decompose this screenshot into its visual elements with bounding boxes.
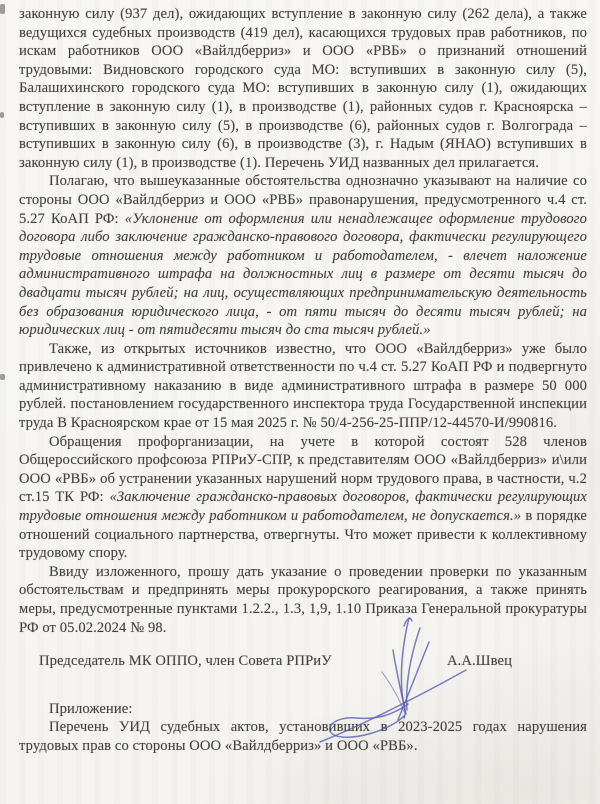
paragraph-text: в порядке отношений социального партнерства, отвергнуты. Что может привести к коллективному трудовому спору. bbox=[19, 508, 587, 562]
attachment-text: Перечень УИД судебных актов, установивших в 2023-2025 годах нарушения трудовых прав со стороны ООО «Вайлдберриз» и ООО «РВБ». bbox=[19, 719, 587, 754]
paragraph bbox=[19, 563, 587, 637]
signatory-position-label: Председатель МК ОППО, член Совета РПРиУ bbox=[39, 653, 332, 670]
paragraph-text: Ввиду изложенного, прошу дать указание о проведении проверки по указанным обстоятельствам и предпринять меры прокурорского реагирования, а также принять меры, предусмотренные пунктами 1.2.2., 1.3, 1,9, 1.10 Приказа Генеральной прокуратуры РФ от 05.02.2024 № 98. bbox=[19, 563, 587, 636]
paragraph bbox=[19, 433, 587, 563]
scan-artifact-speck bbox=[0, 112, 4, 118]
signature-row bbox=[19, 652, 587, 671]
paragraph bbox=[19, 172, 587, 339]
document-paragraphs bbox=[19, 5, 587, 637]
paragraph-text: Также, из открытых источников известно, что ООО «Вайлдберриз» уже было привлечено к административной ответственности по ч.4 ст. 5.27 КоАП РФ и подвергнуто административному наказанию в виде административного штрафа в размере 50 000 рублей. постановлением государственного инспектора труда Государственной инспекции труда В Красноярском крае от 15 мая 2025 г. № 50/4-256-25-ППР/12-44570-И/990816. bbox=[19, 340, 587, 432]
signatory-name: А.А.Швец bbox=[447, 653, 512, 670]
paragraph-text: законную силу (937 дел), ожидающих вступление в законную силу (262 дела), а также ведущихся судебных производств (419 дел), касающихся трудовых прав работников, по искам работников ООО «Вайлдберриз» и ООО «РВБ» о признаний отношений трудовыми: Видновского городского суда МО: вступивших в законную силу (5), Балашихинского городского суда МО: вступивших в законную силу (1), ожидающих вступление в законную силу (1), в производстве (1), районных судов г. Красноярска – вступивших в законную силу (5), в производстве (6), районных судов г. Волгограда – вступивших в законную силу (6), в производстве (3), г. Надым (ЯНАО) вступивших в законную силу (1), в производстве (1). Перечень УИД названных дел прилагается. bbox=[19, 6, 587, 171]
paragraph-text: Полагаю, что вышеуказанные обстоятельства однозначно указывают на наличие со стороны ООО «Вайлдберриз и ООО «РВБ» правонарушения, предусмотренного ч.4 ст. 5.27 КоАП РФ: bbox=[19, 173, 587, 227]
quoted-statute-text: «Уклонение от оформления или ненадлежащее оформление трудового договора либо заключение гражданско-правового договора, фактически регулирующего трудовые отношения между работником и работодателем, - влечет наложение административного штрафа на должностных лиц в размере от десяти тысяч до двадцати тысяч рублей; на лиц, осуществляющих предпринимательскую деятельность без образования юридического лица, - от пяти тысяч до десяти тысяч рублей; на юридических лиц - от пятидесяти тысяч до ста тысяч рублей.» bbox=[19, 210, 587, 339]
paragraph bbox=[19, 5, 587, 172]
scan-artifact-speck bbox=[0, 4, 5, 14]
quoted-statute-text: «Заключение гражданско-правовых договоров, фактически регулирующих трудовые отношения между работником и работодателем, не допускается.» bbox=[19, 489, 587, 525]
scan-artifact-speck bbox=[0, 374, 5, 380]
document-text-block bbox=[19, 5, 587, 756]
attachment-label: Приложение: bbox=[49, 700, 133, 717]
paragraph-text: Обращения профорганизации, на учете в которой состоят 528 членов Общероссийского профсоюза РПРиУ-СПР, к представителям ООО «Вайлдберриз» и\или ООО «РВБ» об устранении указанных нарушений норм трудового права, в частности, ч.2 ст.15 ТК РФ: bbox=[19, 433, 587, 506]
attachment-section bbox=[19, 700, 587, 756]
paragraph bbox=[19, 340, 587, 433]
